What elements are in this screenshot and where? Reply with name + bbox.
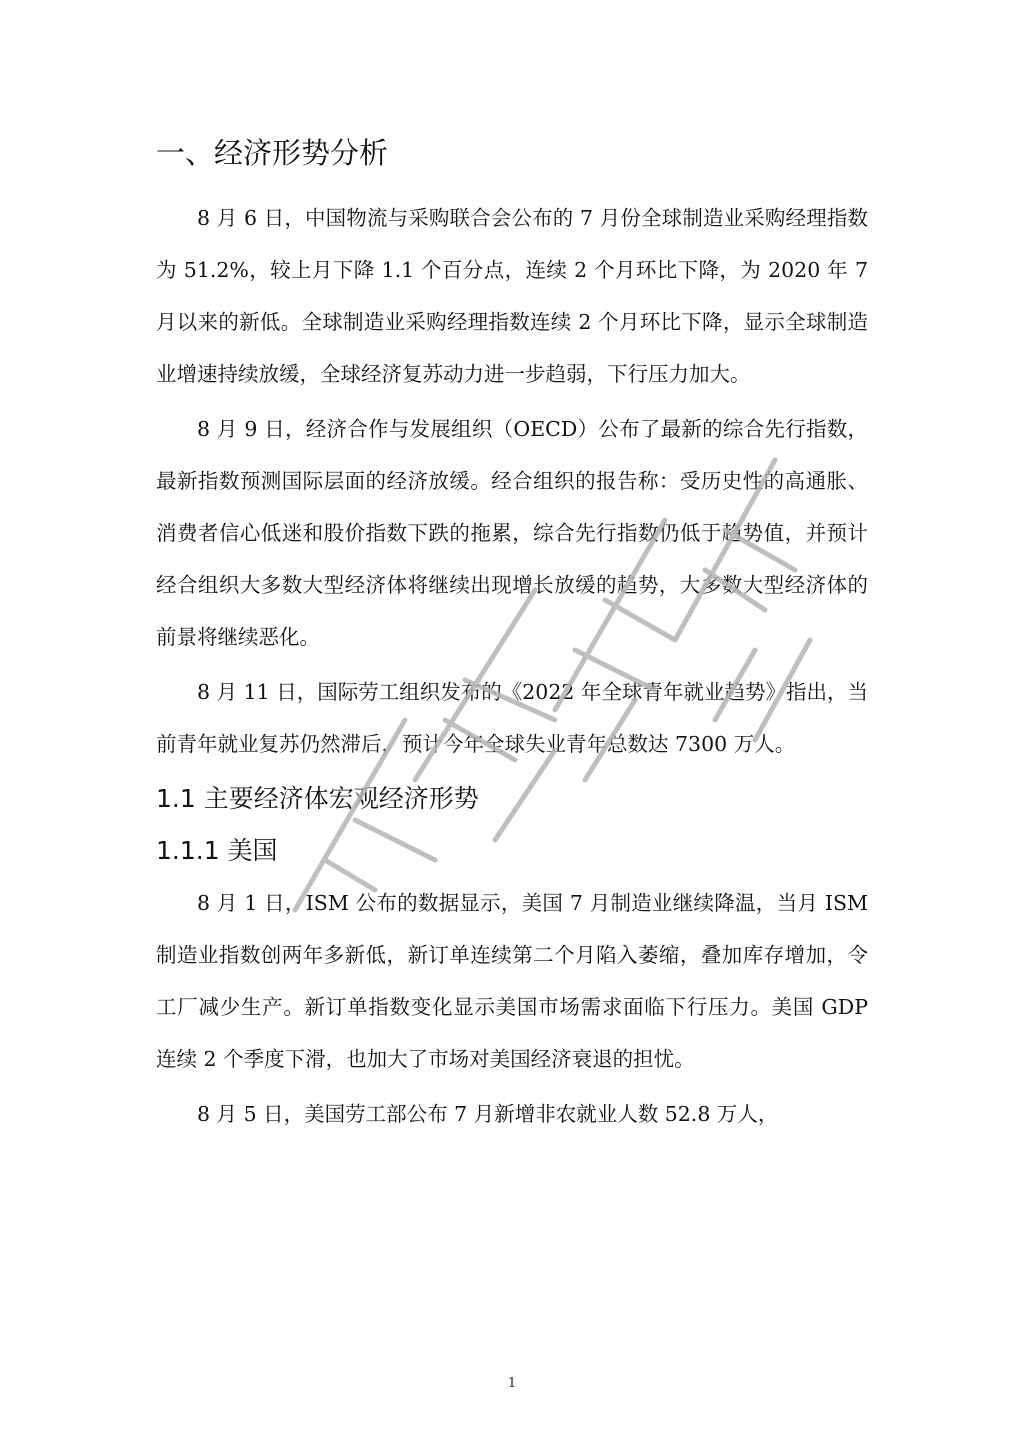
paragraph-ism: 8 月 1 日，ISM 公布的数据显示，美国 7 月制造业继续降温，当月 ISM 制造业指数创两年多新低，新订单连续第二个月陷入萎缩，叠加库存增加，令工厂减少生产。新订单指数变化显示美国市场需求面临下行压力。美国 GDP 连续 2 个季度下滑，也加大了市场对美国经济衰退的担忧。 xyxy=(156,891,868,1071)
page-number: 1 xyxy=(507,1376,517,1391)
subsubsection-title: 1.1.1 美国 xyxy=(156,836,278,865)
paragraph-nonfarm: 8 月 5 日，美国劳工部公布 7 月新增非农就业人数 52.8 万人， xyxy=(197,1102,779,1126)
section-title: 一、经济形势分析 xyxy=(156,136,389,170)
paragraph-ilo: 8 月 11 日，国际劳工组织发布的《2022 年全球青年就业趋势》指出，当前青年就业复苏仍然滞后，预计今年全球失业青年总数达 7300 万人。 xyxy=(156,680,868,756)
paragraph-oecd: 8 月 9 日，经济合作与发展组织（OECD）公布了最新的综合先行指数，最新指数预测国际层面的经济放缓。经合组织的报告称：受历史性的高通胀、消费者信心低迷和股价指数下跌的拖累，综合先行指数仍低于趋势值，并预计经合组织大多数大型经济体将继续出现增长放缓的趋势，大多数大型经济体的前景将继续恶化。 xyxy=(156,417,868,649)
subsection-title: 1.1 主要经济体宏观经济形势 xyxy=(156,784,479,813)
page-content xyxy=(156,128,868,1143)
paragraph-pmi: 8 月 6 日，中国物流与采购联合会公布的 7 月份全球制造业采购经理指数为 51.2%，较上月下降 1.1 个百分点，连续 2 个月环比下降，为 2020 年 7 月以来的新低。全球制造业采购经理指数连续 2 个月环比下降，显示全球制造业增速持续放缓，全球经济复苏动力进一步趋弱，下行压力加大。 xyxy=(156,206,868,386)
